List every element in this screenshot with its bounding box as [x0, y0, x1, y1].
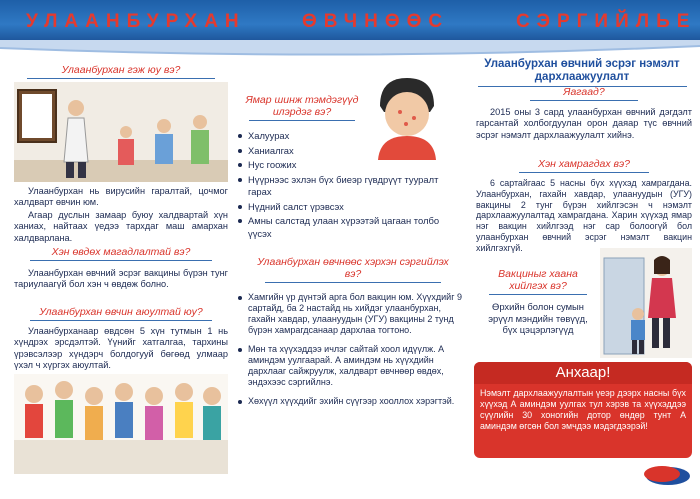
- banner-word-3: СЭРГИЙЛЬЕ: [516, 11, 697, 32]
- heading-prevention: Улаанбурхан өвчнөөс хэрхэн сэргийлэх вэ?: [257, 256, 449, 280]
- prevention-item: Хамгийн үр дүнтэй арга бол вакцин юм. Хүүхдийг 9 сартайд, ба 2 настайд нь хийдэг улаанбурхан, гахайн хавдар, улаануудын (УГУ) вакцины 2 тунд бүрэн хамрагдсанаар дархлаа тогтоно.: [236, 292, 464, 336]
- symptom-item: Амны салстад улаан хүрээтэй цагаан толбо үүсэх: [236, 215, 464, 240]
- paragraph-why: 2015 оны 3 сард улаанбурхан өвчний дэгдэлт гарсантай холбогдуулан орон даяар түс өвчний эсрэг нэмэлт дархлаажуулалт хийнэ.: [476, 107, 692, 140]
- heading-who-covered: Хэн хамрагдах вэ?: [537, 158, 631, 170]
- paragraph-airborne: Агаар дуслын замаар буюу халдвартай хүн ханиах, найтаах үедээ тархдаг маш амархан халдварлана.: [14, 209, 228, 243]
- divider: [249, 120, 354, 121]
- heading-symptoms: Ямар шинж тэмдэгүүд илэрдэг вэ?: [245, 94, 359, 118]
- warning-text: Нэмэлт дархлаажуулалтын үеэр дээрх насны бүх хүүхэд А аминдэм уулгах тул хэрэв та хүүхэддээ сүүлийн 30 хоногийн дотор өндөр тунт А аминдэм өгсөн бол эмчдээ мэдэгдээрэй!: [480, 388, 686, 431]
- logo-mark-icon: [636, 460, 694, 490]
- symptom-item: Нүүрнээс эхлэн бүх биеэр гүвдрүүт тууралт гарах: [236, 174, 464, 199]
- symptom-item: Нус гоожих: [236, 159, 464, 172]
- who-gets-sick-section: [14, 246, 228, 291]
- column-what-is-measles: [10, 58, 232, 79]
- heading-where: Вакциныг хаана хийлгэх вэ?: [498, 268, 578, 292]
- classroom-illustration: [14, 82, 228, 182]
- paragraph-who-covered: 6 сартайгаас 5 насны бүх хүүхэд хамрагдана. Улаанбурхан, гахайн хавдар, улаануудын (УГУ) вакцины 2 тунг бүрэн хийлгэсэн ч нэмэлт дархлаажуулалтад хамрагдана. Харин хүүхэд ямар нэг вакцин хийлгээд нэг сар болоогүй бол улаанбурхан өвчний эсрэг нэмэлт вакцин хийлгэхгүй.: [476, 178, 692, 253]
- warning-box: [474, 362, 692, 458]
- heading-danger: Улаанбурхан өвчин аюултай юу?: [39, 306, 203, 318]
- top-banner: [0, 0, 700, 44]
- prevention-item: Мөн та хүүхэддээ ичлэг сайтай хоол идүүлж. А аминдэм уулгаарай. А аминдэм нь хүүхдийн дархлааг сайжруулж, халдварт өвчнөөр өвдөх, эндэхээс сэргийлнэ.: [236, 344, 464, 388]
- supplementary-title: Улаанбурхан өвчний эсрэг нэмэлт дархлаажуулалт: [484, 58, 680, 83]
- symptom-item: Нүдний салст үрэвсэх: [236, 201, 464, 214]
- divider: [30, 260, 212, 261]
- heading-why: Яагаад?: [563, 86, 605, 98]
- is-dangerous-section: [14, 306, 228, 372]
- divider: [519, 172, 649, 173]
- what-is-text: [14, 186, 228, 244]
- symptoms-heading-block: [240, 94, 364, 121]
- banner-word-1: УЛААНБУРХАН: [26, 11, 246, 32]
- prevention-list-block: [236, 292, 464, 409]
- banner-word-2: ӨВЧНӨӨС: [302, 11, 450, 32]
- column-supplementary-immunization: [472, 58, 692, 87]
- divider: [530, 100, 638, 101]
- divider: [489, 294, 588, 295]
- who-covered-section: [476, 158, 692, 254]
- symptom-item: Халуурах: [236, 130, 464, 143]
- paragraph-virus: Улаанбурхан нь вирусийн гаралтай, цочмог халдварт өвчин юм.: [14, 186, 228, 208]
- divider: [30, 320, 212, 321]
- paragraph-where: Өрхийн болон сумын эрүүл мэндийн төвүүд, бүх цэцэрлэгүүд: [488, 301, 588, 335]
- children-illustration: [14, 374, 228, 474]
- mother-child-illustration: [600, 248, 692, 358]
- symptoms-list: [236, 130, 464, 240]
- divider: [265, 282, 440, 283]
- heading-what-is: Улаанбурхан гэж юу вэ?: [61, 64, 181, 76]
- prevention-list: [236, 292, 464, 407]
- paragraph-who-risk: Улаанбурхан өвчний эсрэг вакцины бүрэн тунг тариулаагүй бол хэн ч өвдөж болно.: [14, 268, 228, 290]
- prevention-heading-block: [250, 256, 456, 283]
- heading-who-risk: Хэн өвдөх магадлалтай вэ?: [51, 246, 191, 258]
- symptoms-list-block: [236, 130, 464, 242]
- symptom-item: Ханиалгах: [236, 145, 464, 158]
- where-section: [480, 268, 596, 336]
- paragraph-danger: Улаанбурханаар өвдсөн 5 хүн тутмын 1 нь хүндрэх эрсдэлтэй. Үүнийг хатгалгаа, тархины үрэвсэлээр хүндэрч болдогууй бөгөөд улмаар үхэл ч хүргэх аюултай.: [14, 326, 228, 371]
- warning-title: Анхаар!: [474, 362, 692, 384]
- why-section: [476, 86, 692, 141]
- divider: [27, 78, 216, 79]
- prevention-item: Хөхүүл хүүхдийг эхийн сүүгээр хооллох хэрэгтэй.: [236, 396, 464, 407]
- banner-swoosh: [0, 40, 700, 60]
